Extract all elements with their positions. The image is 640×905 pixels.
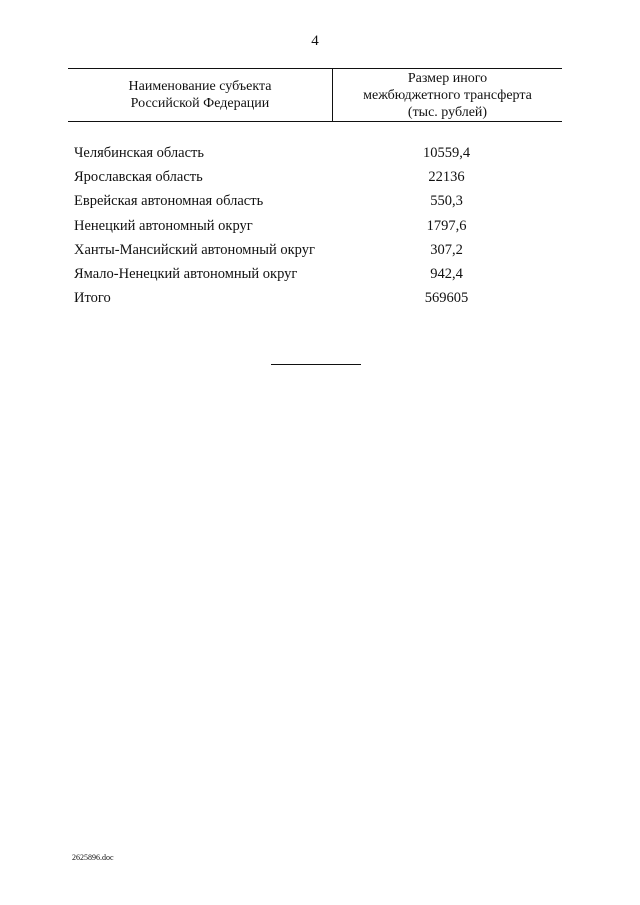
total-amount: 569605 xyxy=(424,290,469,307)
table-row xyxy=(68,165,562,189)
table-row-total xyxy=(68,287,562,311)
transfer-amount: 550,3 xyxy=(430,193,463,210)
transfer-amount: 22136 xyxy=(428,168,465,185)
table-body xyxy=(68,141,562,311)
table-row xyxy=(68,238,562,262)
total-label: Итого xyxy=(74,290,111,307)
subject-name: Ненецкий автономный округ xyxy=(74,217,253,234)
table-row xyxy=(68,141,562,165)
transfer-amount: 1797,6 xyxy=(426,217,467,234)
transfer-table xyxy=(68,68,562,311)
column-header-amount: Размер иного межбюджетного трансферта (тыс. рублей) xyxy=(332,69,562,121)
subject-name: Ямало-Ненецкий автономный округ xyxy=(74,266,298,283)
table-row xyxy=(68,190,562,214)
subject-name: Челябинская область xyxy=(74,144,204,161)
end-divider xyxy=(271,364,361,365)
table-row xyxy=(68,214,562,238)
table-header xyxy=(68,68,562,122)
transfer-amount: 307,2 xyxy=(430,241,463,258)
table-row xyxy=(68,262,562,286)
page-number: 4 xyxy=(311,33,319,49)
transfer-amount: 10559,4 xyxy=(422,144,471,161)
column-header-subject: Наименование субъекта Российской Федерации xyxy=(128,79,272,111)
subject-name: Ярославская область xyxy=(74,168,203,185)
subject-name: Еврейская автономная область xyxy=(74,193,264,210)
subject-name: Ханты-Мансийский автономный округ xyxy=(74,241,315,258)
document-id: 2625896.doc xyxy=(72,853,114,862)
transfer-amount: 942,4 xyxy=(430,266,463,283)
